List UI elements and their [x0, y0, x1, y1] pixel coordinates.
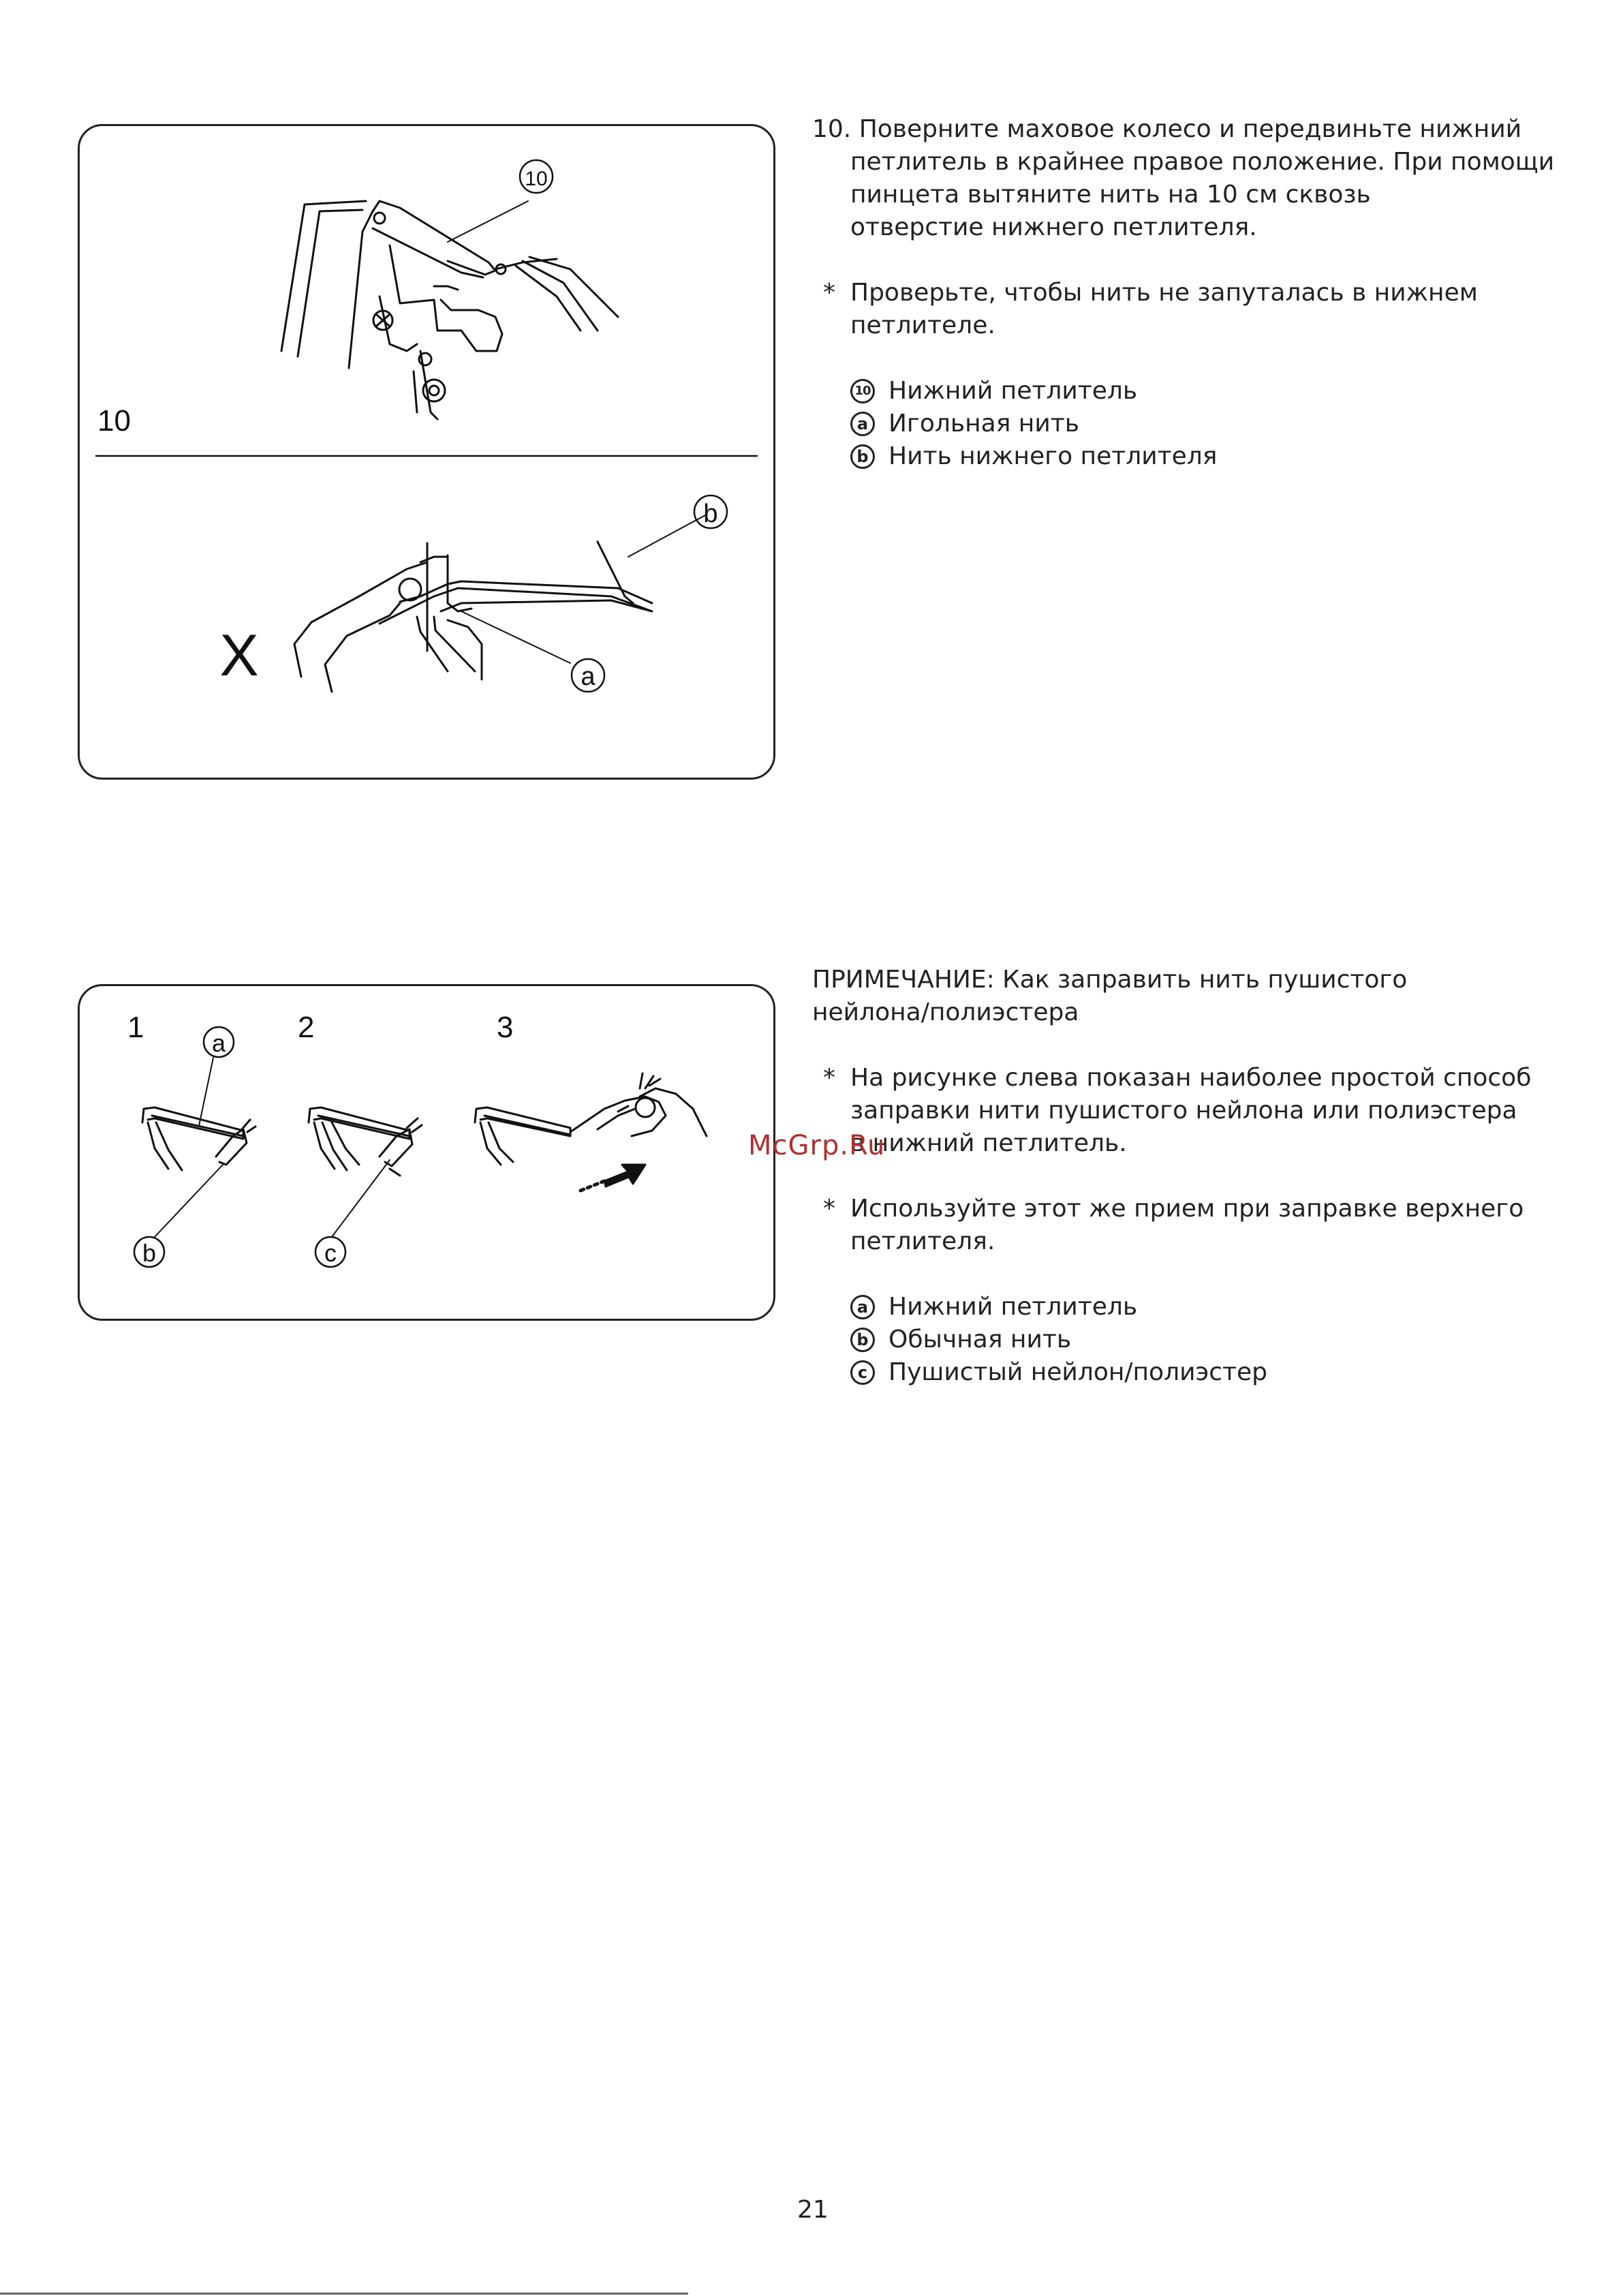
label-a: a: [211, 1029, 226, 1057]
legend-text: Игольная нить: [888, 410, 1079, 438]
legend-text: Обычная нить: [888, 1326, 1072, 1353]
step-10-instructions: [812, 113, 1554, 473]
label-b: b: [142, 1239, 157, 1267]
note-line: Используйте этот же прием при заправке верхнего: [850, 1195, 1524, 1223]
note-heading: ПРИМЕЧАНИЕ: Как заправить нить пушистого: [812, 966, 1408, 994]
bullet-star: *: [823, 1195, 835, 1223]
note-line: петлителя.: [850, 1227, 995, 1255]
bullet-star: *: [823, 279, 835, 307]
note-bullet: [812, 277, 1554, 342]
step-line: 10. Поверните маховое колесо и передвиньте нижний: [812, 115, 1522, 143]
note-line: Проверьте, чтобы нить не запуталась в нижнем: [850, 279, 1478, 307]
label-b: b: [703, 500, 718, 528]
label-c: c: [324, 1239, 337, 1267]
fluffy-thread-drawing: [80, 986, 773, 1319]
watermark: McGrp.Ru: [748, 1130, 886, 1161]
step-line: пинцета вытяните нить на 10 см сквозь: [850, 181, 1371, 209]
step-number-3: 3: [497, 1011, 514, 1044]
note-line: петлителе.: [850, 311, 995, 339]
legend-item: [812, 375, 1554, 408]
legend-item: [812, 1356, 1531, 1389]
label-10: 10: [525, 168, 548, 190]
footer-rule: [0, 2293, 688, 2295]
step-number-2: 2: [298, 1011, 315, 1044]
note-heading: нейлона/полиэстера: [812, 998, 1079, 1026]
legend-badge: b: [850, 1328, 875, 1352]
note-bullet: [812, 1062, 1531, 1160]
figure-10-drawing: [80, 126, 773, 778]
note-line: заправки нити пушистого нейлона или полиэстера: [850, 1097, 1517, 1124]
legend-badge: a: [850, 1295, 875, 1319]
note-bullet: [812, 1193, 1531, 1258]
step-line: петлитель в крайнее правое положение. При помощи: [850, 148, 1555, 176]
page-number: 21: [797, 2196, 829, 2224]
legend-item: [812, 1323, 1531, 1356]
note-line: На рисунке слева показан наиболее простой способ: [850, 1064, 1532, 1092]
step-number-1: 1: [127, 1011, 144, 1044]
note-line: в нижний петлитель.: [850, 1129, 1127, 1157]
figure-10-panel: [78, 124, 775, 780]
legend-badge: 10: [850, 379, 875, 403]
legend-text: Нижний петлитель: [888, 377, 1138, 405]
label-a: a: [581, 662, 596, 691]
fluffy-thread-note: [812, 964, 1531, 1389]
bullet-star: *: [823, 1064, 835, 1092]
legend-text: Нить нижнего петлителя: [888, 442, 1218, 470]
figure-fluffy-thread-panel: [78, 984, 775, 1321]
legend-item: [812, 408, 1554, 440]
legend-badge: c: [850, 1360, 875, 1385]
figure-number: 10: [97, 404, 131, 438]
legend-text: Нижний петлитель: [888, 1293, 1138, 1321]
legend-badge: a: [850, 412, 875, 436]
legend-item: [812, 1291, 1531, 1323]
legend-item: [812, 440, 1554, 473]
step-line: отверстие нижнего петлителя.: [850, 213, 1257, 241]
x-view-mark: X: [219, 623, 259, 688]
legend-text: Пушистый нейлон/полиэстер: [888, 1358, 1268, 1386]
legend-badge: b: [850, 444, 875, 469]
